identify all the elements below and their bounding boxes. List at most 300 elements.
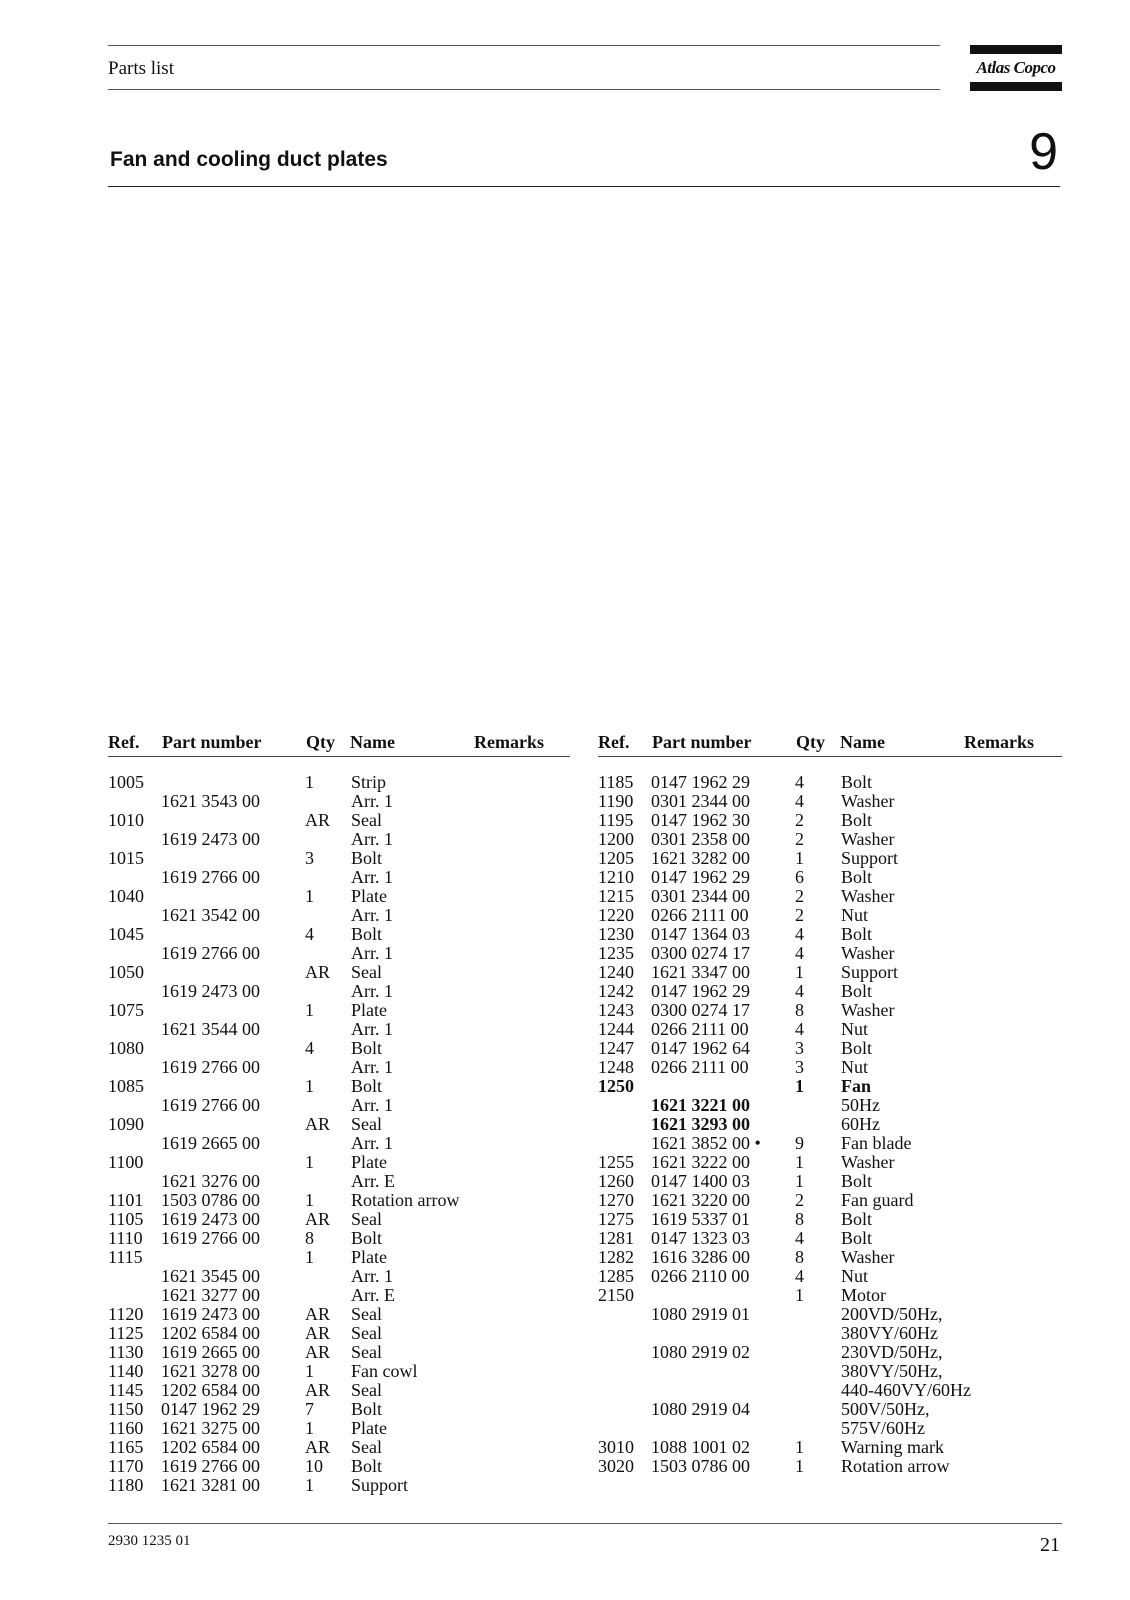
table-row [108,1286,570,1305]
table-row [108,1134,570,1153]
part-number-cell: 1619 2766 00 [161,867,260,887]
qty-cell: 1 [305,1418,314,1438]
col-remarks-header: Remarks [964,732,1034,752]
part-number-cell: 1202 6584 00 [161,1437,260,1457]
table-row [108,1248,570,1267]
qty-cell: 1 [795,1152,804,1172]
name-cell: Washer [841,791,895,811]
name-cell: Bolt [841,867,873,887]
name-cell: Seal [351,810,382,830]
ref-cell: 1215 [598,886,634,906]
name-cell: Bolt [351,848,383,868]
name-cell: Plate [351,1000,387,1020]
qty-cell: 6 [795,867,804,887]
qty-cell: 1 [795,1076,804,1096]
qty-cell: 4 [795,791,804,811]
part-number-cell: 1503 0786 00 [161,1190,260,1210]
table-row [108,868,570,887]
qty-cell: 1 [305,1190,314,1210]
table-row [108,1438,570,1457]
ref-cell: 1190 [598,791,634,811]
qty-cell: 4 [795,1266,804,1286]
table-row [598,1381,1062,1400]
qty-cell: 1 [795,1171,804,1191]
qty-cell: 2 [795,810,804,830]
name-cell: 60Hz [841,1114,880,1134]
table-row [598,1020,1062,1039]
name-cell: Bolt [351,924,383,944]
qty-cell: AR [305,1380,331,1400]
qty-cell: 8 [795,1247,804,1267]
table-row [108,811,570,830]
logo-bottom-bar [970,82,1062,91]
part-number-cell: 0301 2344 00 [651,791,750,811]
ref-cell: 1090 [108,1114,144,1134]
table-row [108,1343,570,1362]
table-header [598,730,1062,757]
table-row [598,1400,1062,1419]
part-number-cell: 0147 1364 03 [651,924,750,944]
qty-cell: 1 [305,772,314,792]
part-number-cell: 1619 2473 00 [161,981,260,1001]
ref-cell: 1281 [598,1228,634,1248]
part-number-cell: 1621 3293 00 [651,1114,750,1134]
table-row [598,830,1062,849]
name-cell: 500V/50Hz, [841,1399,930,1419]
ref-cell: 1247 [598,1038,634,1058]
qty-cell: AR [305,1342,331,1362]
name-cell: 575V/60Hz [841,1418,925,1438]
ref-cell: 1125 [108,1323,144,1343]
part-number-cell: 0266 2111 00 [651,905,749,925]
part-number-cell: 1619 2766 00 [161,1456,260,1476]
ref-cell: 1250 [598,1076,634,1096]
document-number: 2930 1235 01 [108,1533,191,1549]
table-row [108,1020,570,1039]
ref-cell: 1130 [108,1342,144,1362]
qty-cell: 8 [305,1228,314,1248]
table-row [598,1362,1062,1381]
name-cell: Seal [351,1437,382,1457]
table-row [108,1381,570,1400]
name-cell: Arr. 1 [351,867,393,887]
part-number-cell: 1088 1001 02 [651,1437,750,1457]
qty-cell: 8 [795,1209,804,1229]
part-number-cell: 1619 2766 00 [161,1095,260,1115]
ref-cell: 1180 [108,1475,144,1495]
table-row [108,1077,570,1096]
ref-cell: 1195 [598,810,634,830]
name-cell: Arr. 1 [351,1019,393,1039]
qty-cell: 1 [305,1076,314,1096]
qty-cell: AR [305,1437,331,1457]
part-number-cell: 1621 3276 00 [161,1171,260,1191]
qty-cell: AR [305,1114,331,1134]
part-number-cell: 0266 2111 00 [651,1057,749,1077]
page-number: 21 [1040,1534,1060,1556]
name-cell: 200VD/50Hz, [841,1304,943,1324]
parts-table-left [108,730,570,1495]
ref-cell: 1010 [108,810,144,830]
part-number-cell: 1619 2766 00 [161,943,260,963]
name-cell: Bolt [841,1171,873,1191]
name-cell: Bolt [841,1209,873,1229]
qty-cell: 1 [305,1000,314,1020]
part-number-cell: 1621 3220 00 [651,1190,750,1210]
col-name-header: Name [840,732,885,752]
col-ref-header: Ref. [108,732,140,752]
qty-cell: 4 [795,943,804,963]
ref-cell: 1210 [598,867,634,887]
ref-cell: 1165 [108,1437,144,1457]
table-row [598,1191,1062,1210]
table-row [598,1153,1062,1172]
name-cell: Washer [841,886,895,906]
qty-cell: 2 [795,829,804,849]
table-row [598,1077,1062,1096]
part-number-cell: 1619 2766 00 [161,1228,260,1248]
table-row [108,849,570,868]
qty-cell: AR [305,962,331,982]
title-rule [108,186,1060,187]
ref-cell: 1275 [598,1209,634,1229]
qty-cell: 4 [795,1228,804,1248]
table-row [108,773,570,792]
ref-cell: 1260 [598,1171,634,1191]
table-row [108,1362,570,1381]
table-row [108,1419,570,1438]
name-cell: 440-460VY/60Hz [841,1380,971,1400]
part-number-cell: 0147 1962 29 [651,772,750,792]
part-number-cell: 1619 2473 00 [161,1209,260,1229]
table-row [598,1267,1062,1286]
part-number-cell: 1619 2766 00 [161,1057,260,1077]
qty-cell: 2 [795,905,804,925]
part-number-cell: 1621 3347 00 [651,962,750,982]
part-number-cell: 0301 2358 00 [651,829,750,849]
name-cell: Fan guard [841,1190,914,1210]
ref-cell: 1170 [108,1456,144,1476]
table-row [598,925,1062,944]
col-part-header: Part number [652,732,752,752]
logo-top-bar [970,45,1062,54]
table-row [108,1476,570,1495]
ref-cell: 1285 [598,1266,634,1286]
qty-cell: 1 [305,1475,314,1495]
part-number-cell: 1621 3545 00 [161,1266,260,1286]
parts-table-right [598,730,1062,1476]
ref-cell: 1110 [108,1228,143,1248]
qty-cell: 1 [305,1152,314,1172]
ref-cell: 1200 [598,829,634,849]
name-cell: Arr. 1 [351,1133,393,1153]
part-number-cell: 1616 3286 00 [651,1247,750,1267]
name-cell: Arr. 1 [351,829,393,849]
name-cell: Plate [351,1418,387,1438]
name-cell: Bolt [351,1228,383,1248]
ref-cell: 1045 [108,924,144,944]
table-row [108,1305,570,1324]
table-row [108,963,570,982]
table-row [598,1248,1062,1267]
table-row [598,1324,1062,1343]
table-row [108,1229,570,1248]
qty-cell: 1 [795,962,804,982]
table-row [598,1001,1062,1020]
name-cell: Fan cowl [351,1361,418,1381]
name-cell: Bolt [351,1076,383,1096]
ref-cell: 1120 [108,1304,144,1324]
ref-cell: 1240 [598,962,634,982]
ref-cell: 1080 [108,1038,144,1058]
ref-cell: 1150 [108,1399,144,1419]
ref-cell: 1100 [108,1152,144,1172]
col-qty-header: Qty [306,732,335,752]
name-cell: Bolt [841,1038,873,1058]
ref-cell: 1115 [108,1247,143,1267]
table-row [108,1210,570,1229]
part-number-cell: 1080 2919 01 [651,1304,750,1324]
name-cell: Support [351,1475,409,1495]
qty-cell: 1 [795,1285,804,1305]
name-cell: Washer [841,829,895,849]
qty-cell: 4 [305,1038,314,1058]
section-title: Fan and cooling duct plates [110,148,388,171]
part-number-cell: 1619 2473 00 [161,829,260,849]
part-number-cell: 1621 3543 00 [161,791,260,811]
part-number-cell: 1080 2919 02 [651,1342,750,1362]
table-body-right [598,773,1062,1476]
table-row [598,1419,1062,1438]
ref-cell: 1244 [598,1019,634,1039]
qty-cell: AR [305,1304,331,1324]
name-cell: Seal [351,1114,382,1134]
name-cell: Arr. E [351,1171,395,1191]
ref-cell: 1140 [108,1361,144,1381]
name-cell: 380VY/60Hz [841,1323,938,1343]
name-cell: Plate [351,1152,387,1172]
table-row [598,1172,1062,1191]
part-number-cell: 0300 0274 17 [651,1000,750,1020]
part-number-cell: 1202 6584 00 [161,1380,260,1400]
ref-cell: 1270 [598,1190,634,1210]
table-row [598,1096,1062,1115]
part-number-cell: 1621 3281 00 [161,1475,260,1495]
name-cell: Arr. 1 [351,981,393,1001]
qty-cell: 4 [795,1019,804,1039]
name-cell: Nut [841,905,868,925]
name-cell: Seal [351,1209,382,1229]
name-cell: Bolt [841,810,873,830]
ref-cell: 1040 [108,886,144,906]
name-cell: Washer [841,1247,895,1267]
ref-cell: 1185 [598,772,634,792]
name-cell: Arr. 1 [351,1095,393,1115]
part-number-cell: 0301 2344 00 [651,886,750,906]
ref-cell: 1050 [108,962,144,982]
part-number-cell: 1619 2665 00 [161,1133,260,1153]
table-row [108,1153,570,1172]
table-row [108,1039,570,1058]
name-cell: Arr. 1 [351,1057,393,1077]
table-row [108,1267,570,1286]
part-number-cell: 1621 3221 00 [651,1095,750,1115]
name-cell: Bolt [351,1399,383,1419]
ref-cell: 1205 [598,848,634,868]
table-row [108,792,570,811]
table-row [598,1210,1062,1229]
table-row [598,811,1062,830]
part-number-cell: 0147 1962 64 [651,1038,750,1058]
table-row [598,1058,1062,1077]
col-ref-header: Ref. [598,732,630,752]
table-row [108,1172,570,1191]
qty-cell: AR [305,810,331,830]
part-number-cell: 0147 1962 30 [651,810,750,830]
col-part-header: Part number [162,732,262,752]
ref-cell: 3010 [598,1437,634,1457]
ref-cell: 1160 [108,1418,144,1438]
name-cell: Support [841,848,899,868]
ref-cell: 1282 [598,1247,634,1267]
part-number-cell: 1621 3277 00 [161,1285,260,1305]
col-remarks-header: Remarks [474,732,544,752]
table-row [598,849,1062,868]
ref-cell: 3020 [598,1456,634,1476]
qty-cell: 4 [795,772,804,792]
logo-text: Atlas Copco [976,58,1056,77]
name-cell: Motor [841,1285,886,1305]
qty-cell: 3 [795,1057,804,1077]
name-cell: Arr. E [351,1285,395,1305]
qty-cell: 10 [305,1456,323,1476]
qty-cell: 7 [305,1399,314,1419]
table-row [108,1058,570,1077]
table-row [108,1115,570,1134]
table-row [598,1039,1062,1058]
name-cell: Plate [351,886,387,906]
table-row [108,887,570,906]
name-cell: Washer [841,1000,895,1020]
table-row [598,792,1062,811]
name-cell: Fan blade [841,1133,912,1153]
ref-cell: 1015 [108,848,144,868]
section-number: 9 [1029,123,1058,181]
name-cell: 230VD/50Hz, [841,1342,943,1362]
name-cell: Plate [351,1247,387,1267]
table-row [108,1001,570,1020]
name-cell: Arr. 1 [351,905,393,925]
table-row [108,1400,570,1419]
qty-cell: 9 [795,1133,804,1153]
name-cell: Nut [841,1266,868,1286]
ref-cell: 1255 [598,1152,634,1172]
table-row [108,1457,570,1476]
qty-cell: AR [305,1323,331,1343]
name-cell: Seal [351,1304,382,1324]
name-cell: Nut [841,1057,868,1077]
ref-cell: 1101 [108,1190,144,1210]
ref-cell: 1230 [598,924,634,944]
name-cell: Seal [351,1342,382,1362]
ref-cell: 1145 [108,1380,144,1400]
table-row [598,982,1062,1001]
part-number-cell: 0147 1323 03 [651,1228,750,1248]
part-number-cell: 1080 2919 04 [651,1399,750,1419]
name-cell: Seal [351,962,382,982]
name-cell: Bolt [841,924,873,944]
table-row [598,1229,1062,1248]
part-number-cell: 1621 3544 00 [161,1019,260,1039]
qty-cell: 4 [795,981,804,1001]
part-number-cell: 1621 3542 00 [161,905,260,925]
part-number-cell: 1621 3278 00 [161,1361,260,1381]
ref-cell: 1243 [598,1000,634,1020]
part-number-cell: 1503 0786 00 [651,1456,750,1476]
qty-cell: 8 [795,1000,804,1020]
qty-cell: 1 [795,1437,804,1457]
table-row [598,1343,1062,1362]
qty-cell: 1 [795,1456,804,1476]
part-number-cell: 0147 1962 29 [161,1399,260,1419]
part-number-cell: 1621 3275 00 [161,1418,260,1438]
table-row [598,773,1062,792]
part-number-cell: 1621 3852 00 • [651,1133,761,1153]
part-number-cell: 1621 3222 00 [651,1152,750,1172]
ref-cell: 1075 [108,1000,144,1020]
part-number-cell: 1619 2473 00 [161,1304,260,1324]
name-cell: Warning mark [841,1437,945,1457]
name-cell: Bolt [351,1456,383,1476]
table-row [108,925,570,944]
table-row [108,1191,570,1210]
ref-cell: 1235 [598,943,634,963]
name-cell: Nut [841,1019,868,1039]
name-cell: Arr. 1 [351,791,393,811]
ref-cell: 1242 [598,981,634,1001]
col-name-header: Name [350,732,395,752]
part-number-cell: 1621 3282 00 [651,848,750,868]
part-number-cell: 0266 2110 00 [651,1266,750,1286]
table-row [108,830,570,849]
table-row [598,906,1062,925]
footer-rule [108,1523,1062,1524]
ref-cell: 1005 [108,772,144,792]
qty-cell: 2 [795,886,804,906]
table-row [598,1438,1062,1457]
table-row [108,982,570,1001]
ref-cell: 1085 [108,1076,144,1096]
name-cell: Bolt [841,772,873,792]
table-row [598,1286,1062,1305]
table-row [598,1457,1062,1476]
qty-cell: 4 [795,924,804,944]
table-body-left [108,773,570,1495]
name-cell: Seal [351,1380,382,1400]
table-row [598,868,1062,887]
table-row [108,1324,570,1343]
ref-cell: 2150 [598,1285,634,1305]
name-cell: Bolt [351,1038,383,1058]
qty-cell: 1 [305,1361,314,1381]
name-cell: Bolt [841,981,873,1001]
qty-cell: 2 [795,1190,804,1210]
header-top-rule [108,45,940,46]
name-cell: Rotation arrow [351,1190,460,1210]
part-number-cell: 0300 0274 17 [651,943,750,963]
name-cell: Washer [841,943,895,963]
table-row [598,944,1062,963]
